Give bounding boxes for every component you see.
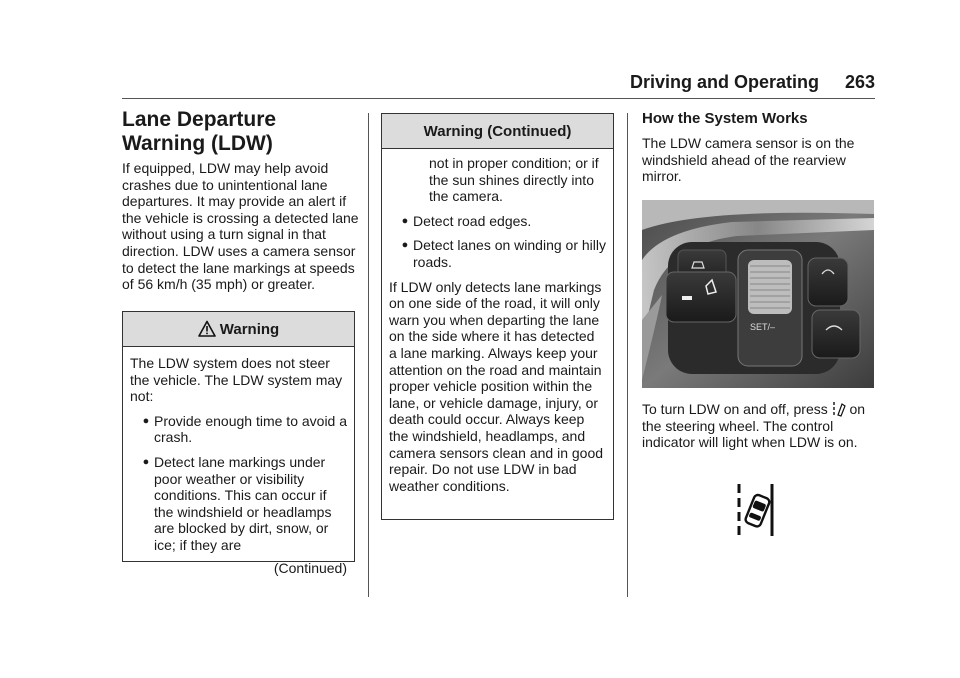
warning-bullet <box>397 213 606 230</box>
page-number: 263 <box>845 72 876 92</box>
instruction-text-after: on <box>849 401 866 417</box>
bullet-text: Detect lane markings under poor weather or visibility conditions. This can occur if the windshield or headlamps are blocked by dirt, snow, or ice; if they are <box>154 453 332 553</box>
steering-wheel-controls-photo <box>642 200 874 388</box>
column-divider-1 <box>368 113 369 597</box>
column-divider-2 <box>627 113 628 597</box>
lane-departure-indicator-icon <box>736 482 776 538</box>
bullet-text: Detect lanes on winding or hilly roads. <box>413 237 606 270</box>
lane-departure-button-icon <box>832 401 846 417</box>
bullet-dot: ● <box>142 455 150 468</box>
warning-title: Warning <box>219 320 280 338</box>
running-header-section: Driving and Operating <box>630 72 820 92</box>
warning-text: The LDW system does not steer the vehicle. The LDW system may not: <box>130 355 343 405</box>
warning-bullet <box>397 237 606 270</box>
section-title-line1: Lane Departure <box>122 108 277 131</box>
body-paragraph: If LDW only detects lane markings on one side of the road, it will only warn you when departing the lane on the side where it has detected a lane marking. Always keep your attention on the road and maintain proper vehicle position within the lane, or vehicle damage, injury, or death could occur. Always keep the windshield, headlamps, and camera sensors clean and in good repair. Do not use LDW in bad weather conditions. <box>389 278 604 494</box>
section-title <box>122 108 276 156</box>
instruction-text-before: To turn LDW on and off, press <box>642 401 828 417</box>
toggle-instruction-paragraph <box>642 401 874 451</box>
bullet-text: Provide enough time to avoid a crash. <box>154 412 348 446</box>
warning-triangle-icon <box>198 320 216 338</box>
header-divider <box>122 98 875 99</box>
warning-continued-header: Warning (Continued) <box>382 114 613 149</box>
warning-box <box>122 311 355 576</box>
subsection-heading: How the System Works <box>642 110 808 127</box>
section-title-line2: Warning (LDW) <box>122 132 273 155</box>
camera-paragraph: The LDW camera sensor is on the windshield ahead of the rearview mirror. <box>642 135 855 185</box>
warning-continued-box <box>381 113 614 520</box>
bullet-text: Detect road edges. <box>413 212 532 229</box>
bullet-dot: ● <box>142 414 150 427</box>
warning-bullet <box>138 454 347 554</box>
warning-header <box>123 312 354 347</box>
continued-label: (Continued) <box>273 559 347 576</box>
warning-continued-text: not in proper condition; or if the sun shines directly into the camera. <box>429 155 599 205</box>
bullet-dot: ● <box>401 239 409 252</box>
bullet-dot: ● <box>401 214 409 227</box>
warning-bullet <box>138 413 347 446</box>
instruction-text-rest: the steering wheel. The control indicator will light when LDW is on. <box>642 417 858 451</box>
intro-paragraph: If equipped, LDW may help avoid crashes due to unintentional lane departures. It may provide an alert if the vehicle is crossing a detected lane without using a turn signal in that direction. LDW uses a camera sensor to detect the lane markings at speeds of 56 km/h (35 mph) or greater. <box>122 160 359 293</box>
set-label: SET/– <box>750 322 776 332</box>
